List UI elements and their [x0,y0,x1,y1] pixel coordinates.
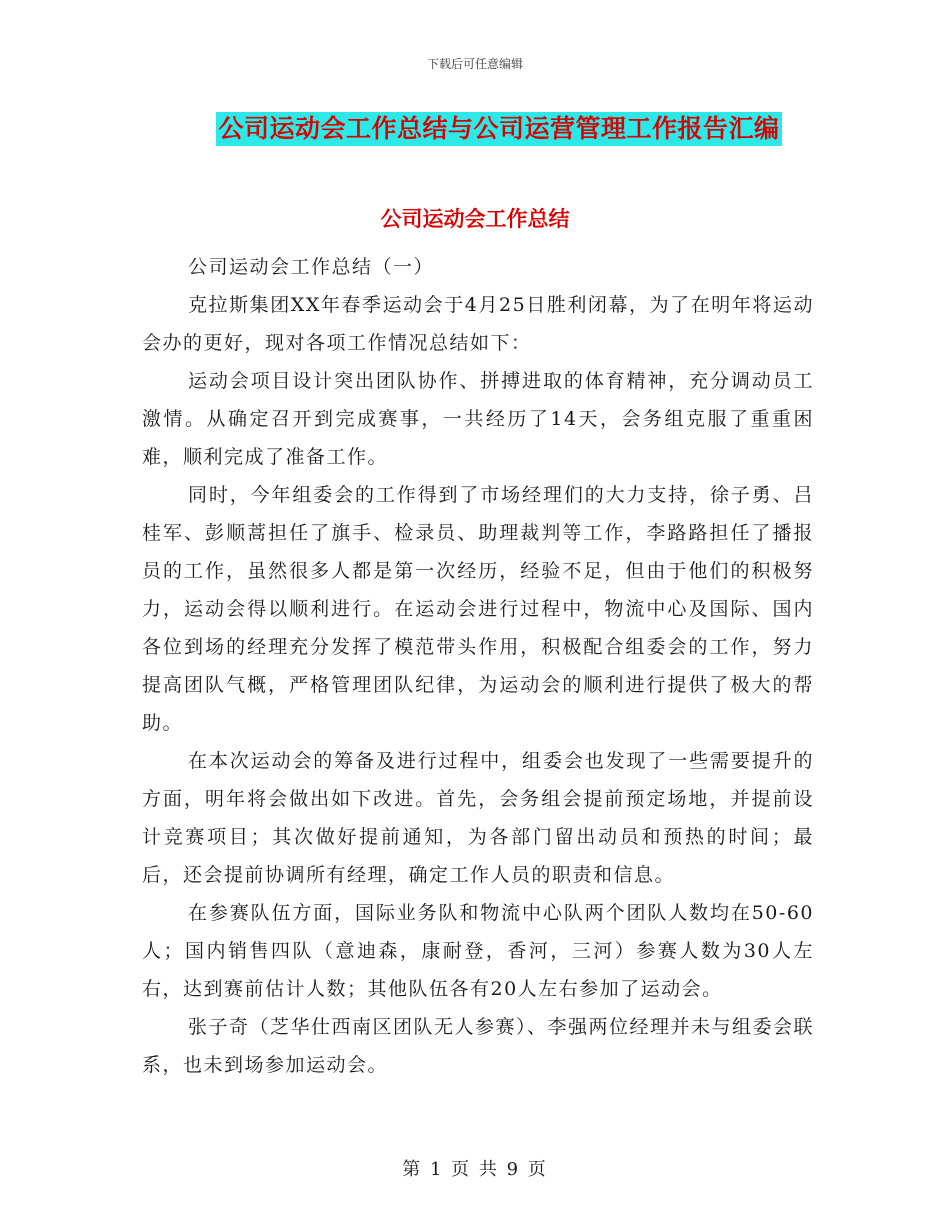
section-title: 公司运动会工作总结 [380,207,570,231]
paragraph: 在本次运动会的筹备及进行过程中，组委会也发现了一些需要提升的方面，明年将会做出如下改进。首先，会务组会提前预定场地，并提前设计竞赛项目；其次做好提前通知，为各部门留出动员和预热的时间；最后，还会提前协调所有经理，确定工作人员的职责和信息。 [142,750,814,886]
document-body [142,248,814,1084]
paragraph: 张子奇（芝华仕西南区团队无人参赛）、李强两位经理并未与组委会联系，也未到场参加运动会。 [142,1016,815,1076]
paragraph: 在参赛队伍方面，国际业务队和物流中心队两个团队人数均在50-60人；国内销售四队（意迪森，康耐登，香河，三河）参赛人数为30人左右，达到赛前估计人数；其他队伍各有20人左右参加了运动会。 [142,902,814,1000]
paragraph-subtitle: 公司运动会工作总结（一） [188,256,435,278]
main-title: 公司运动会工作总结与公司运营管理工作报告汇编 [216,112,781,146]
paragraph: 克拉斯集团XX年春季运动会于4月25日胜利闭幕，为了在明年将运动会办的更好，现对各项工作情况总结如下： [142,294,814,354]
paragraph: 运动会项目设计突出团队协作、拼搏进取的体育精神，充分调动员工激情。从确定召开到完成赛事，一共经历了14天，会务组克服了重重困难，顺利完成了准备工作。 [142,370,814,468]
header-note: 下载后可任意编辑 [426,57,523,71]
main-title-container [0,112,950,146]
paragraph: 同时，今年组委会的工作得到了市场经理们的大力支持，徐子勇、吕桂军、彭顺蒿担任了旗手、检录员、助理裁判等工作，李路路担任了播报员的工作，虽然很多人都是第一次经历，经验不足，但由于他们的积极努力，运动会得以顺利进行。在运动会进行过程中，物流中心及国际、国内各位到场的经理充分发挥了模范带头作用，积极配合组委会的工作，努力提高团队气概，严格管理团队纪律，为运动会的顺利进行提供了极大的帮助。 [142,484,814,734]
page-indicator: 第 1 页 共 9 页 [402,1159,548,1180]
